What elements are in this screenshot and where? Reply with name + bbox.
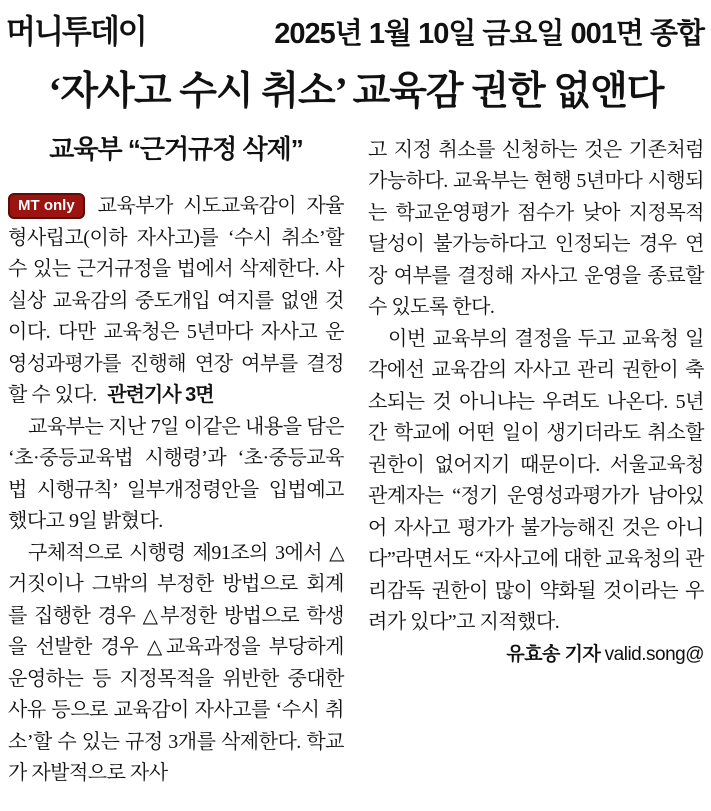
article-headline: ‘자사고 수시 취소’ 교육감 권한 없앤다 <box>48 70 664 113</box>
newspaper-logo: 머니투데이 <box>6 13 146 50</box>
article-body <box>6 131 706 790</box>
paragraph-text: 교육부가 시도교육감이 자율형사립고(이하 자사고)를 ‘수시 취소’할 수 있는 근거규정을 법에서 삭제한다. 사실상 교육감의 중도개입 여지를 없앤 것이다. 다만 교육청은 5년마다 자사고 운영성과평가를 진행해 연장 여부를 결정할 수 있다. <box>8 195 344 407</box>
article-paragraph: 구체적으로 시행령 제91조의 3에서 △거짓이나 그밖의 부정한 방법으로 회계를 집행한 경우 △부정한 방법으로 학생을 선발한 경우 △교육과정을 부당하게 운영하는 등 지정목적을 위반한 중대한 사유 등으로 교육감이 자사고를 ‘수시 취소’할 수 있는 규정 3개를 삭제한다. 학교가 자발적으로 자사 <box>8 541 344 785</box>
article-paragraph: 교육부는 지난 7일 이같은 내용을 담은 ‘초·중등교육법 시행령’과 ‘초·중등교육법 시행규칙’ 일부개정령안을 입법예고했다고 9일 밝혔다. <box>8 415 344 533</box>
reporter-email: valid.song@ <box>604 643 704 665</box>
article-paragraph <box>8 191 344 412</box>
reporter-name: 유효송 기자 <box>506 643 601 665</box>
article-paragraph: 고 지정 취소를 신청하는 것은 기존처럼 가능하다. 교육부는 현행 5년마다 시행되는 학교운영평가 점수가 낮아 지정목적 달성이 불가능하다고 인정되는 경우 연장 여부를 결정해 자사고 운영을 종료할 수 있도록 한다. <box>368 138 704 319</box>
masthead <box>6 6 706 52</box>
article-paragraph <box>368 324 704 665</box>
column-left <box>8 131 344 790</box>
paragraph-text: 이번 교육부의 결정을 두고 교육청 일각에선 교육감의 자사고 관리 권한이 축소되는 것 아니냐는 우려도 나온다. 5년간 학교에 어떤 일이 생기더라도 취소할 권한이 없어지기 때문이다. 서울교육청 관계자는 “정기 운영성과평가가 남아있어 자사고 평가가 불가능해진 것은 아니다”라면서도 “자사고에 대한 교육청의 관리감독 권한이 많이 약화될 것이라는 우려가 있다”고 지적했다. <box>368 327 704 634</box>
byline <box>486 639 704 671</box>
mt-only-badge: MT only <box>8 193 85 219</box>
column-right <box>368 131 704 790</box>
article-subhead: 교육부 “근거규정 삭제” <box>49 133 303 164</box>
related-article-ref: 관련기사 3면 <box>107 384 214 407</box>
edition-dateline: 2025년 1월 10일 금요일 001면 종합 <box>274 18 704 50</box>
